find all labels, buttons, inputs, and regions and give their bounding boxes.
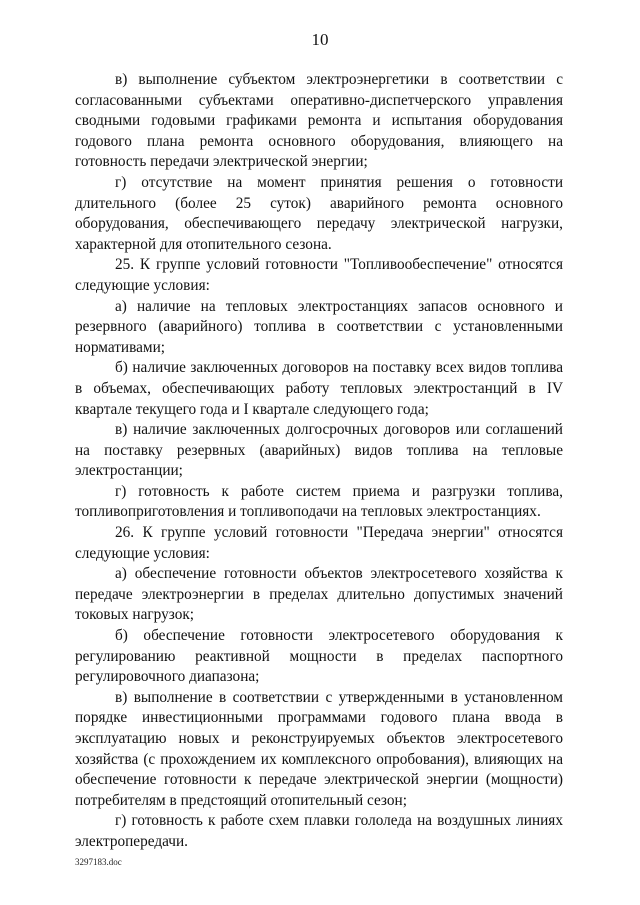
- paragraph-item-g-fuel-systems: г) готовность к работе систем приема и разгрузки топлива, топливоприготовления и топливоподачи на тепловых электростанциях.: [75, 482, 563, 521]
- paragraph-item-g-no-long-repair: г) отсутствие на момент принятия решения о готовности длительного (более 25 суток) аварийного ремонта основного оборудования, обеспечивающего передачу электрической нагрузки, характерной для отопительного сезона.: [75, 173, 563, 253]
- paragraph-item-b-fuel-contracts: б) наличие заключенных договоров на поставку всех видов топлива в объемах, обеспечивающих работу тепловых электростанций в IV квартале текущего года и I квартале следующего года;: [75, 359, 563, 418]
- paragraph-clause-26: 26. К группе условий готовности "Передача энергии" относятся следующие условия:: [75, 524, 563, 562]
- paragraph-clause-25: 25. К группе условий готовности "Топливообеспечение" относятся следующие условия:: [75, 256, 563, 294]
- document-body: [75, 70, 563, 853]
- paragraph-item-v-investment-programs: в) выполнение в соответствии с утвержденными в установленном порядке инвестиционными программами годового плана ввода в эксплуатацию новых и реконструируемых объектов электросетевого хозяйства (с прохождением их комплексного опробования), влияющих на обеспечение готовности к передаче электрической энергии (мощности) потребителям в предстоящий отопительный сезон;: [75, 688, 563, 809]
- paragraph-item-v-long-term-contracts: в) наличие заключенных долгосрочных договоров или соглашений на поставку резервных (аварийных) видов топлива на тепловые электростанции;: [75, 421, 563, 480]
- paragraph-item-g-ice-melting: г) готовность к работе схем плавки гололеда на воздушных линиях электропередачи.: [75, 812, 563, 850]
- paragraph-item-a-fuel-reserves: а) наличие на тепловых электростанциях запасов основного и резервного (аварийного) топлива в соответствии с установленными нормативами;: [75, 297, 563, 356]
- paragraph-item-b-reactive-power: б) обеспечение готовности электросетевого оборудования к регулированию реактивной мощности в пределах паспортного регулировочного диапазона;: [75, 627, 563, 686]
- page-number: 10: [311, 30, 329, 49]
- paragraph-item-a-grid-readiness: а) обеспечение готовности объектов электросетевого хозяйства к передаче электроэнергии в пределах длительно допустимых значений токовых нагрузок;: [75, 565, 563, 624]
- footer-filename: 3297183.doc: [75, 857, 122, 867]
- paragraph-item-v-schedules: в) выполнение субъектом электроэнергетики в соответствии с согласованными субъектами оперативно-диспетчерского управления сводными годовыми графиками ремонта и испытания оборудования годового плана ремонта основного оборудования, влияющего на готовность передачи электрической энергии;: [75, 71, 563, 171]
